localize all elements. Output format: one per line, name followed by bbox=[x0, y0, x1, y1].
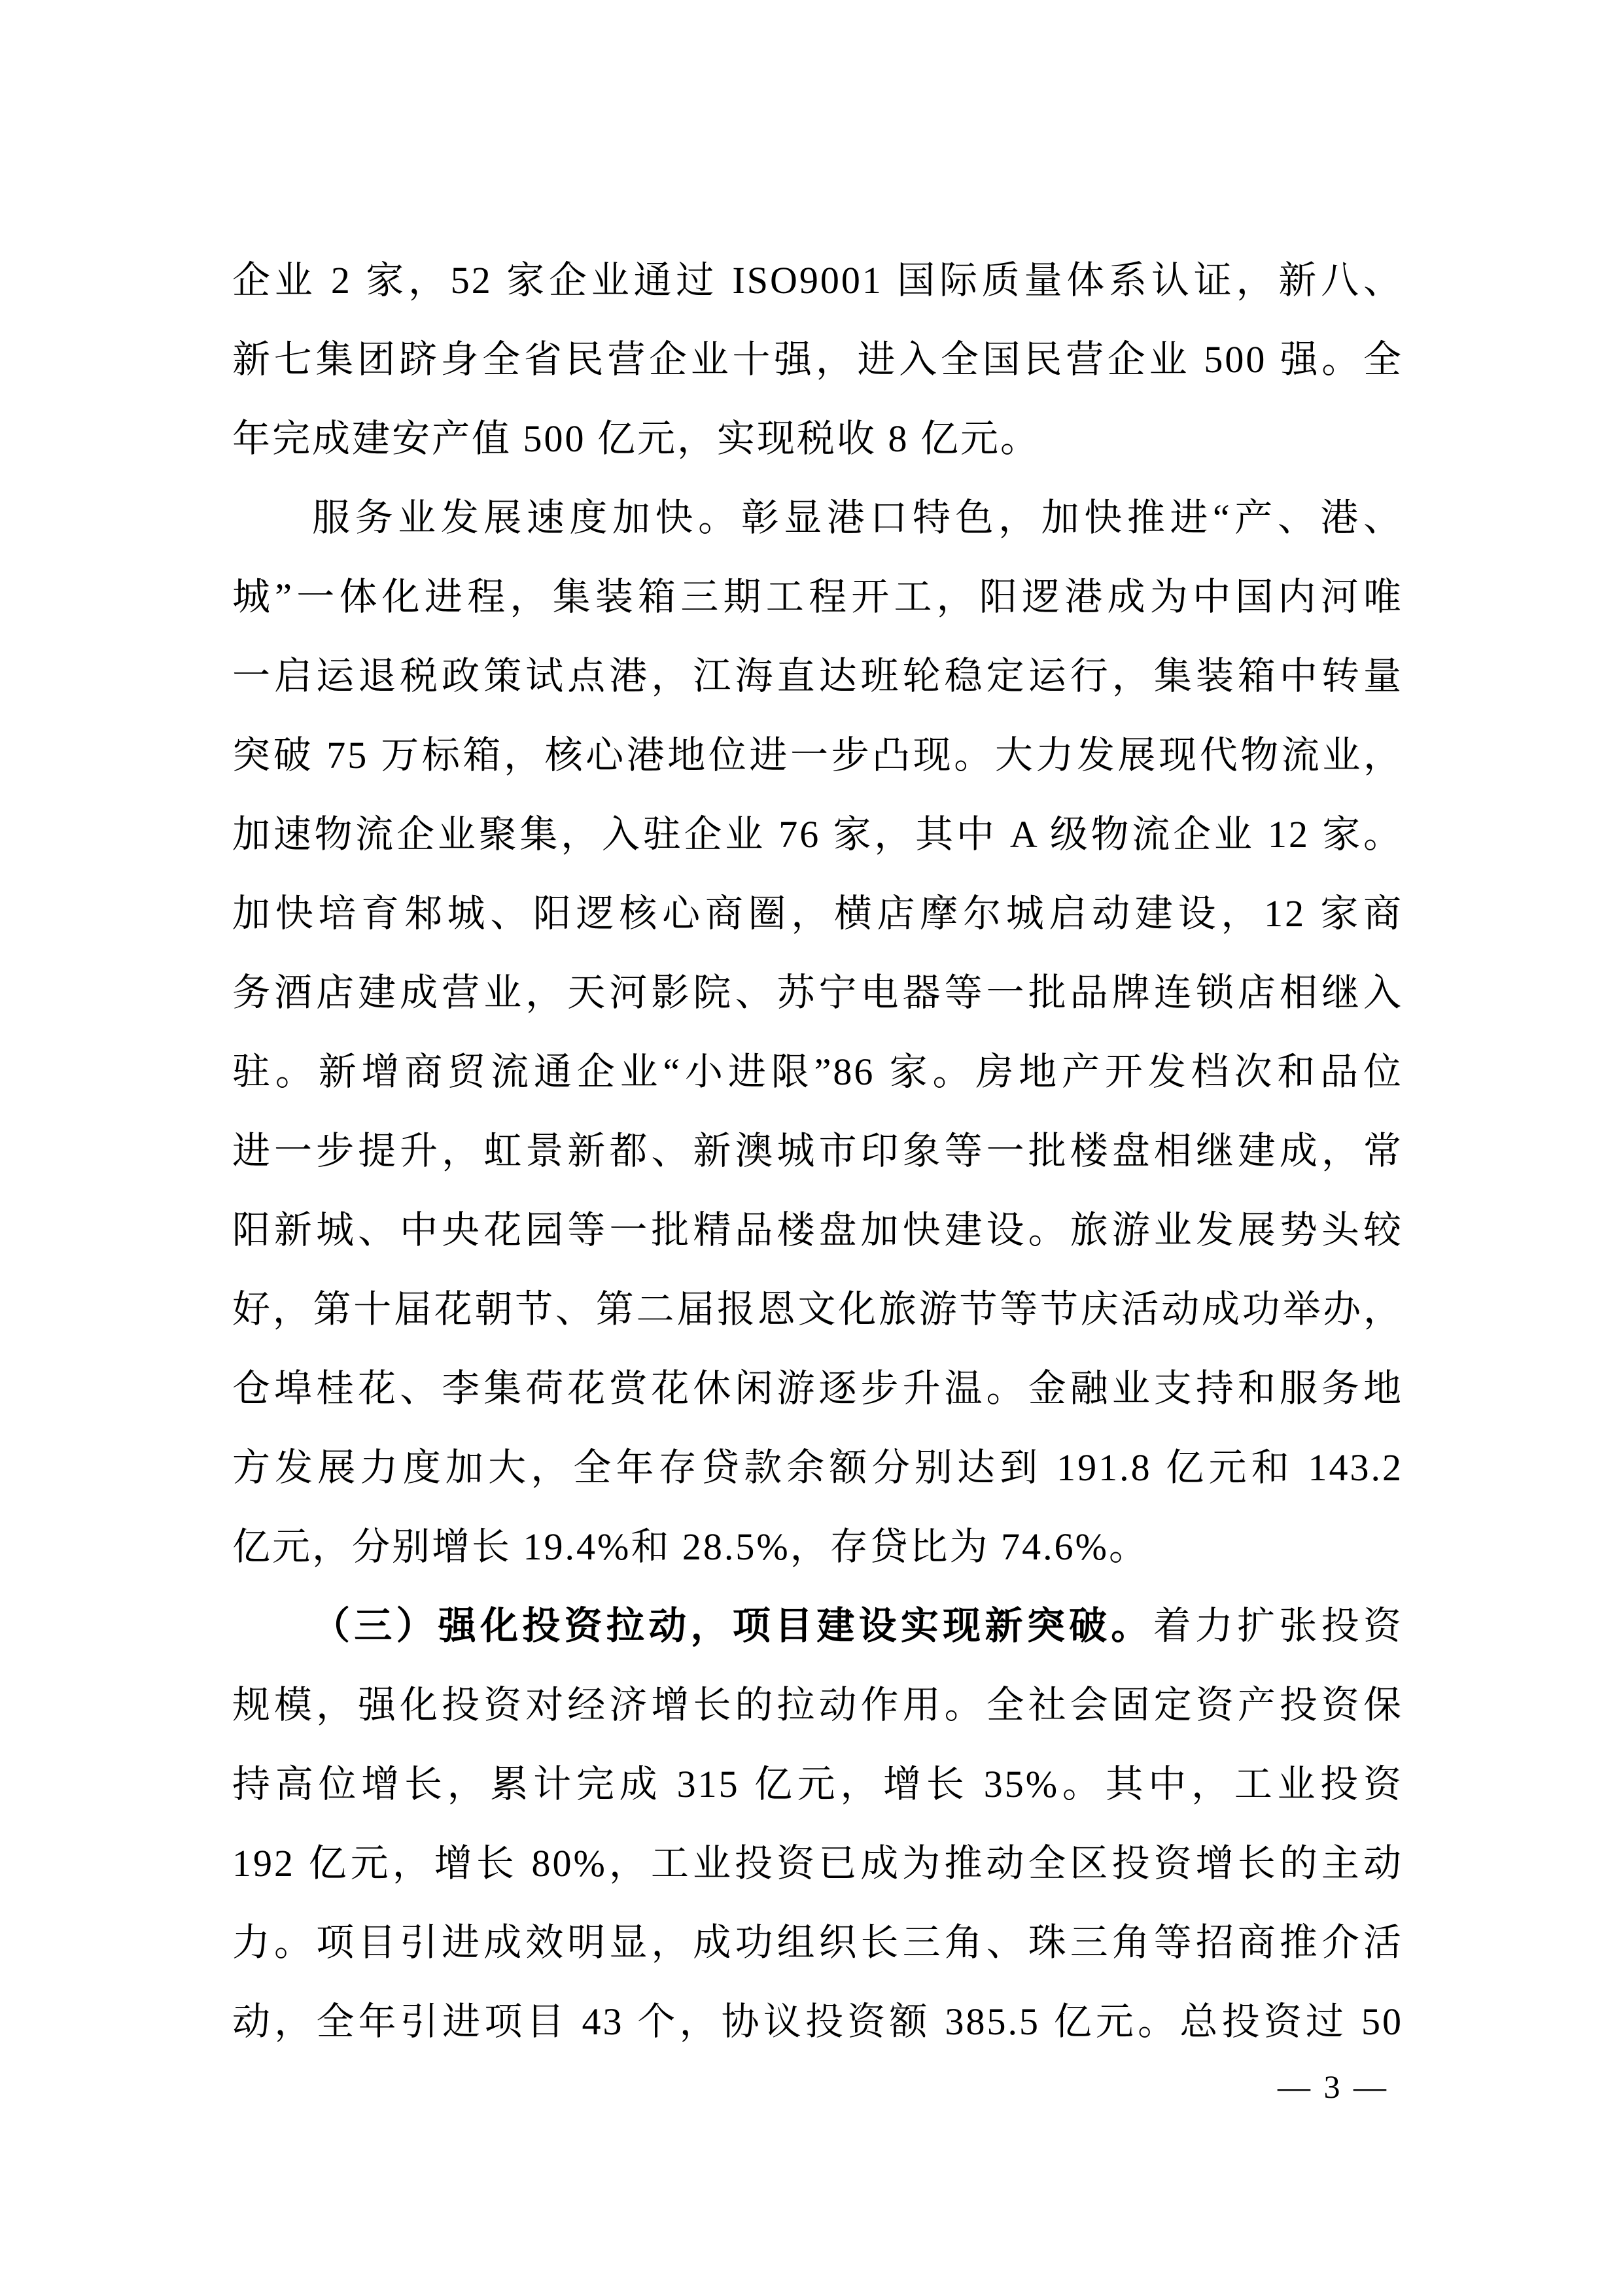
text-segment: 规模，强化投资对经济增长的拉动作用。全社会固定资产投资保 bbox=[232, 1684, 1403, 1726]
text-line bbox=[232, 1270, 1403, 1349]
text-line bbox=[232, 1191, 1403, 1270]
page-number: — 3 — bbox=[1278, 2068, 1389, 2105]
text-line bbox=[232, 1903, 1403, 1982]
text-segment: 服务业发展速度加快。彰显港口特色，加快推进“产、港、 bbox=[312, 496, 1403, 539]
text-segment: 192 亿元，增长 80%，工业投资已成为推动全区投资增长的主动 bbox=[232, 1842, 1403, 1885]
text-line bbox=[232, 1507, 1403, 1586]
text-line bbox=[232, 795, 1403, 874]
text-line bbox=[232, 1032, 1403, 1111]
text-line bbox=[232, 1349, 1403, 1428]
text-line bbox=[232, 953, 1403, 1032]
text-segment: 着力扩张投资 bbox=[1153, 1605, 1403, 1647]
text-line bbox=[232, 1428, 1403, 1507]
text-line bbox=[232, 716, 1403, 795]
text-segment: 城”一体化进程，集装箱三期工程开工，阳逻港成为中国内河唯 bbox=[232, 576, 1403, 618]
text-line bbox=[232, 1824, 1403, 1903]
text-line bbox=[232, 874, 1403, 953]
text-segment: 持高位增长，累计完成 315 亿元，增长 35%。其中，工业投资 bbox=[232, 1763, 1403, 1805]
text-segment: 好，第十届花朝节、第二届报恩文化旅游节等节庆活动成功举办， bbox=[232, 1288, 1403, 1331]
text-segment: 新七集团跻身全省民营企业十强，进入全国民营企业 500 强。全 bbox=[232, 338, 1403, 381]
text-line bbox=[232, 399, 1403, 478]
text-segment: 一启运退税政策试点港，江海直达班轮稳定运行，集装箱中转量 bbox=[232, 655, 1403, 697]
text-line bbox=[232, 1665, 1403, 1745]
text-segment: 亿元，分别增长 19.4%和 28.5%，存贷比为 74.6%。 bbox=[232, 1525, 1149, 1568]
text-segment: 突破 75 万标箱，核心港地位进一步凸现。大力发展现代物流业， bbox=[232, 734, 1403, 776]
text-segment: 驻。新增商贸流通企业“小进限”86 家。房地产开发档次和品位 bbox=[232, 1051, 1403, 1093]
text-segment: 阳新城、中央花园等一批精品楼盘加快建设。旅游业发展势头较 bbox=[232, 1209, 1403, 1251]
text-segment: 方发展力度加大，全年存贷款余额分别达到 191.8 亿元和 143.2 bbox=[232, 1446, 1403, 1489]
text-segment: 企业 2 家，52 家企业通过 ISO9001 国际质量体系认证，新八、 bbox=[232, 259, 1403, 302]
text-segment: 年完成建安产值 500 亿元，实现税收 8 亿元。 bbox=[232, 417, 1041, 460]
text-line bbox=[232, 636, 1403, 716]
bold-text-segment: （三）强化投资拉动，项目建设实现新突破。 bbox=[312, 1605, 1153, 1647]
text-segment: 动，全年引进项目 43 个，协议投资额 385.5 亿元。总投资过 50 bbox=[232, 2000, 1403, 2043]
text-line bbox=[232, 557, 1403, 636]
text-segment: 力。项目引进成效明显，成功组织长三角、珠三角等招商推介活 bbox=[232, 1921, 1403, 1964]
text-segment: 仓埠桂花、李集荷花赏花休闲游逐步升温。金融业支持和服务地 bbox=[232, 1367, 1403, 1410]
text-segment: 加快培育邾城、阳逻核心商圈，横店摩尔城启动建设，12 家商 bbox=[232, 892, 1403, 935]
text-segment: 进一步提升，虹景新都、新澳城市印象等一批楼盘相继建成，常 bbox=[232, 1130, 1403, 1172]
text-segment: 加速物流企业聚集，入驻企业 76 家，其中 A 级物流企业 12 家。 bbox=[232, 813, 1403, 856]
text-line bbox=[232, 1745, 1403, 1824]
text-line bbox=[232, 1111, 1403, 1191]
text-line bbox=[232, 320, 1403, 399]
text-line bbox=[232, 478, 1403, 557]
text-line bbox=[232, 1586, 1403, 1665]
document-body bbox=[232, 241, 1403, 2061]
text-line bbox=[232, 1982, 1403, 2061]
text-line bbox=[232, 241, 1403, 320]
text-segment: 务酒店建成营业，天河影院、苏宁电器等一批品牌连锁店相继入 bbox=[232, 971, 1403, 1014]
